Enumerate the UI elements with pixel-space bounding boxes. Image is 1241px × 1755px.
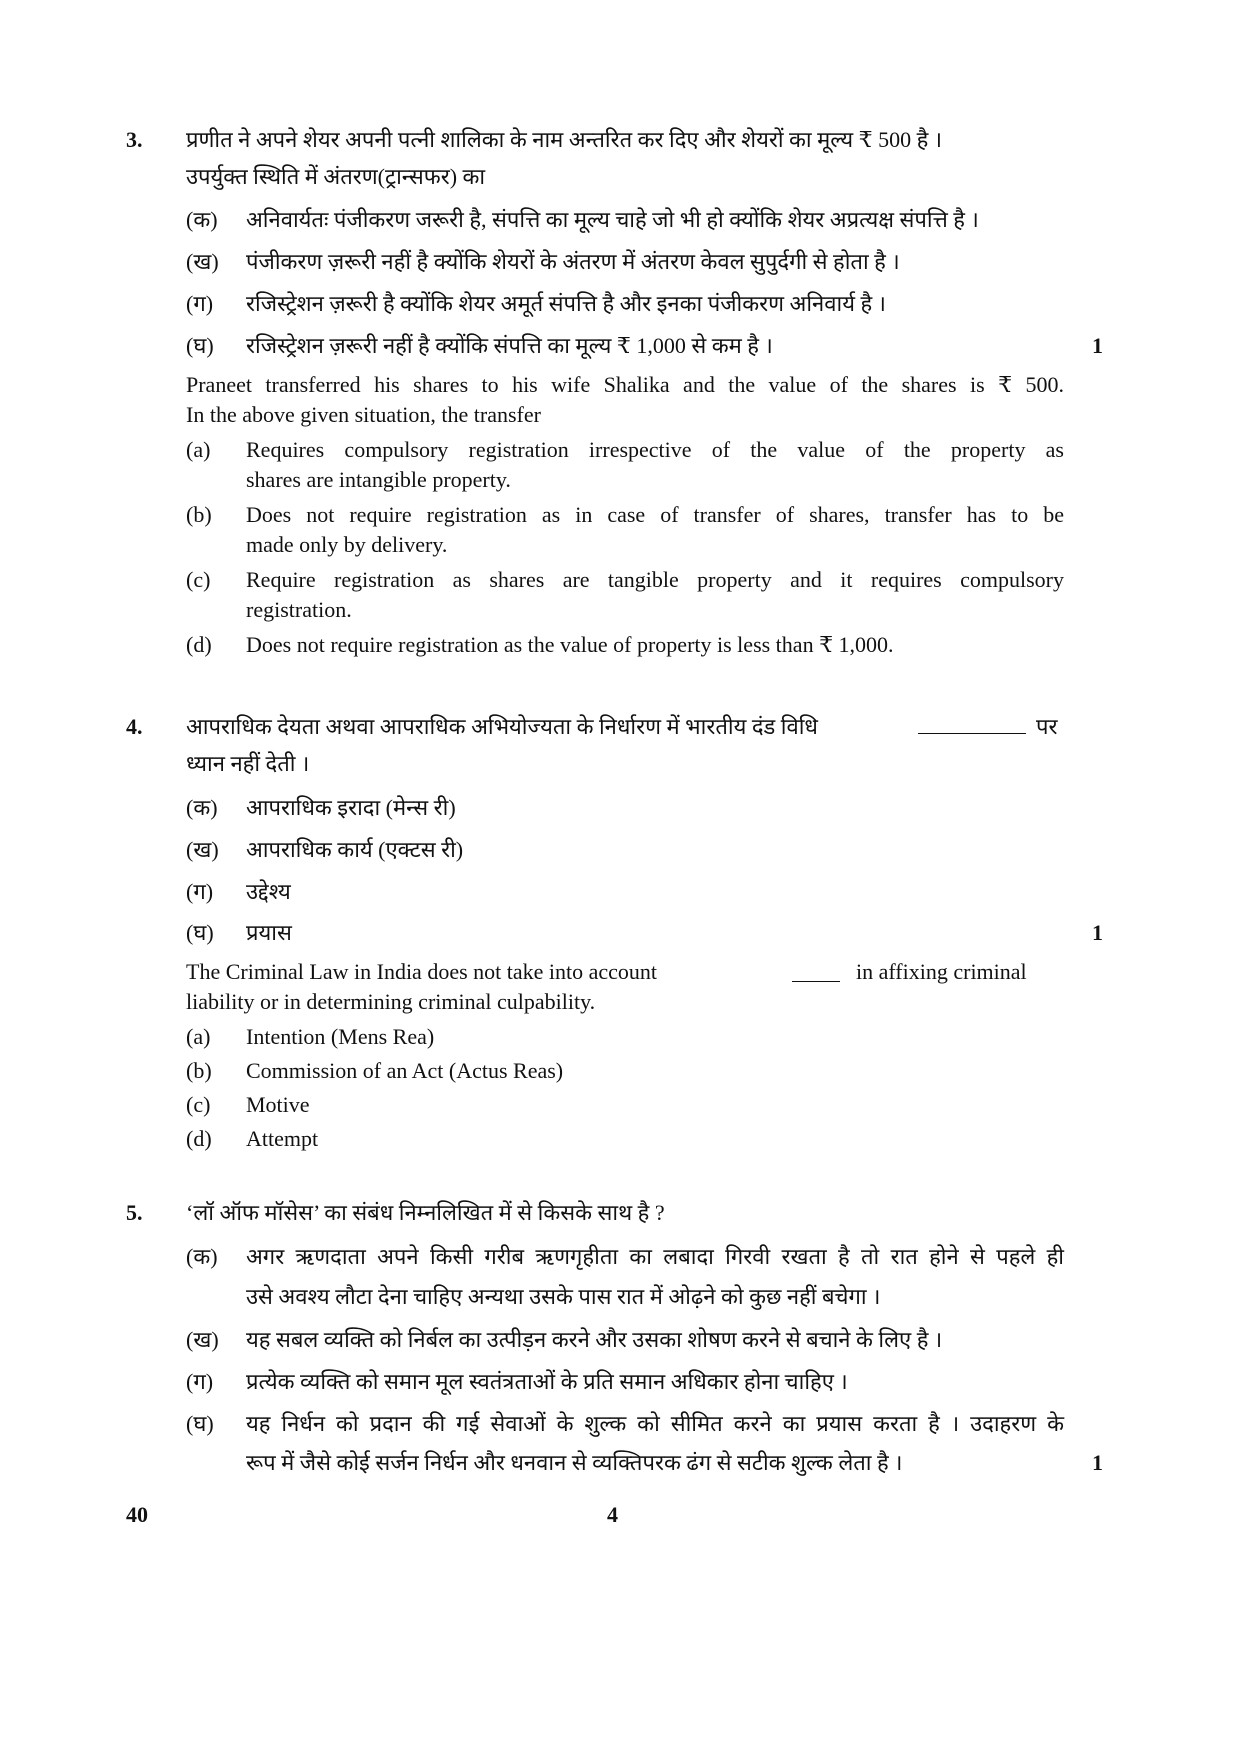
option-text-hindi: यह सबल व्यक्ति को निर्बल का उत्पीड़न करने और उसका शोषण करने से बचाने के लिए है ।: [246, 1327, 943, 1352]
option-text-hindi: उद्देश्य: [246, 879, 291, 904]
option-label: (ग): [186, 1369, 214, 1394]
option-text-hindi: अगर ऋणदाता अपने किसी गरीब ऋणगृहीता का लबादा गिरवी रखता है तो रात होने से पहले ही: [246, 1244, 1064, 1269]
option-label: (ख): [186, 837, 219, 862]
option-text-hindi: प्रयास: [246, 920, 292, 945]
option-text-hindi: आपराधिक इरादा (मेन्स री): [246, 795, 456, 820]
option-label: (घ): [186, 333, 214, 358]
option-label: (क): [186, 207, 218, 232]
option-text-english: Attempt: [246, 1126, 319, 1151]
option-label: (b): [186, 502, 212, 527]
option-text-english: made only by delivery.: [246, 532, 448, 557]
option-label: (ग): [186, 879, 214, 904]
fill-in-blank: [918, 715, 1026, 734]
marks-value: 1: [1092, 920, 1103, 945]
option-label: (d): [186, 632, 212, 657]
option-text-english: Requires compulsory registration irrespective of the value of the property as: [246, 437, 1064, 462]
option-label: (a): [186, 437, 211, 462]
option-label: (क): [186, 1244, 218, 1269]
option-label: (b): [186, 1058, 212, 1083]
option-text-english: Commission of an Act (Actus Reas): [246, 1058, 564, 1083]
question-stem-hindi: ध्यान नहीं देती ।: [186, 751, 310, 776]
page-number: 4: [607, 1502, 618, 1527]
option-text-english: Require registration as shares are tangible property and it requires compulsory: [246, 567, 1064, 592]
question-stem-hindi: पर: [1036, 714, 1058, 739]
option-label: (घ): [186, 1411, 214, 1436]
option-label: (ख): [186, 1327, 219, 1352]
question-stem-hindi: ‘लॉ ऑफ मॉसेस’ का संबंध निम्नलिखित में से किसके साथ है ?: [186, 1200, 665, 1225]
option-text-hindi: प्रत्येक व्यक्ति को समान मूल स्वतंत्रताओं के प्रति समान अधिकार होना चाहिए ।: [246, 1369, 848, 1394]
option-text-english: shares are intangible property.: [246, 467, 511, 492]
question-stem-english: liability or in determining criminal culpability.: [186, 989, 596, 1014]
option-text-hindi: यह निर्धन को प्रदान की गई सेवाओं के शुल्क को सीमित करने का प्रयास करता है । उदाहरण के: [246, 1411, 1064, 1436]
question-stem-hindi: उपर्युक्त स्थिति में अंतरण(ट्रान्सफर) का: [186, 164, 486, 189]
option-label: (घ): [186, 920, 214, 945]
question-stem-english: Praneet transferred his shares to his wife Shalika and the value of the shares is ₹ 500.: [186, 372, 1064, 397]
option-text-hindi: रजिस्ट्रेशन ज़रूरी है क्योंकि शेयर अमूर्त संपत्ति है और इनका पंजीकरण अनिवार्य है ।: [246, 291, 886, 316]
question-number: 5.: [126, 1200, 143, 1225]
option-text-hindi: रूप में जैसे कोई सर्जन निर्धन और धनवान से व्यक्तिपरक ढंग से सटीक शुल्क लेता है ।: [246, 1450, 903, 1475]
option-label: (ख): [186, 249, 219, 274]
option-label: (क): [186, 795, 218, 820]
option-label: (a): [186, 1024, 211, 1049]
paper-code: 40: [126, 1502, 148, 1527]
option-text-english: Motive: [246, 1092, 310, 1117]
fill-in-blank: [792, 963, 840, 982]
option-label: (ग): [186, 291, 214, 316]
option-label: (c): [186, 567, 211, 592]
option-text-hindi: उसे अवश्य लौटा देना चाहिए अन्यथा उसके पास रात में ओढ़ने को कुछ नहीं बचेगा ।: [246, 1284, 881, 1309]
question-stem-hindi: प्रणीत ने अपने शेयर अपनी पत्नी शालिका के नाम अन्तरित कर दिए और शेयरों का मूल्य ₹ 500 है ।: [186, 127, 943, 152]
marks-value: 1: [1092, 1450, 1103, 1475]
question-number: 4.: [126, 714, 143, 739]
option-text-english: Intention (Mens Rea): [246, 1024, 435, 1049]
option-text-english: Does not require registration as the value of property is less than ₹ 1,000.: [246, 632, 894, 657]
question-stem-english: The Criminal Law in India does not take into account: [186, 959, 658, 984]
marks-value: 1: [1092, 333, 1103, 358]
option-text-hindi: रजिस्ट्रेशन ज़रूरी नहीं है क्योंकि संपत्ति का मूल्य ₹ 1,000 से कम है ।: [246, 333, 773, 358]
question-number: 3.: [126, 127, 143, 152]
question-stem-hindi: आपराधिक देयता अथवा आपराधिक अभियोज्यता के निर्धारण में भारतीय दंड विधि: [186, 714, 818, 739]
question-stem-english: In the above given situation, the transfer: [186, 402, 541, 427]
option-text-english: registration.: [246, 597, 352, 622]
option-text-hindi: पंजीकरण ज़रूरी नहीं है क्योंकि शेयरों के अंतरण में अंतरण केवल सुपुर्दगी से होता है ।: [246, 249, 900, 274]
option-text-english: Does not require registration as in case of transfer of shares, transfer has to be: [246, 502, 1064, 527]
option-label: (d): [186, 1126, 212, 1151]
option-text-hindi: अनिवार्यतः पंजीकरण जरूरी है, संपत्ति का मूल्य चाहे जो भी हो क्योंकि शेयर अप्रत्यक्ष संपत्ति है ।: [246, 207, 979, 232]
option-label: (c): [186, 1092, 211, 1117]
question-stem-english: in affixing criminal: [856, 959, 1027, 984]
option-text-hindi: आपराधिक कार्य (एक्टस री): [246, 837, 464, 862]
